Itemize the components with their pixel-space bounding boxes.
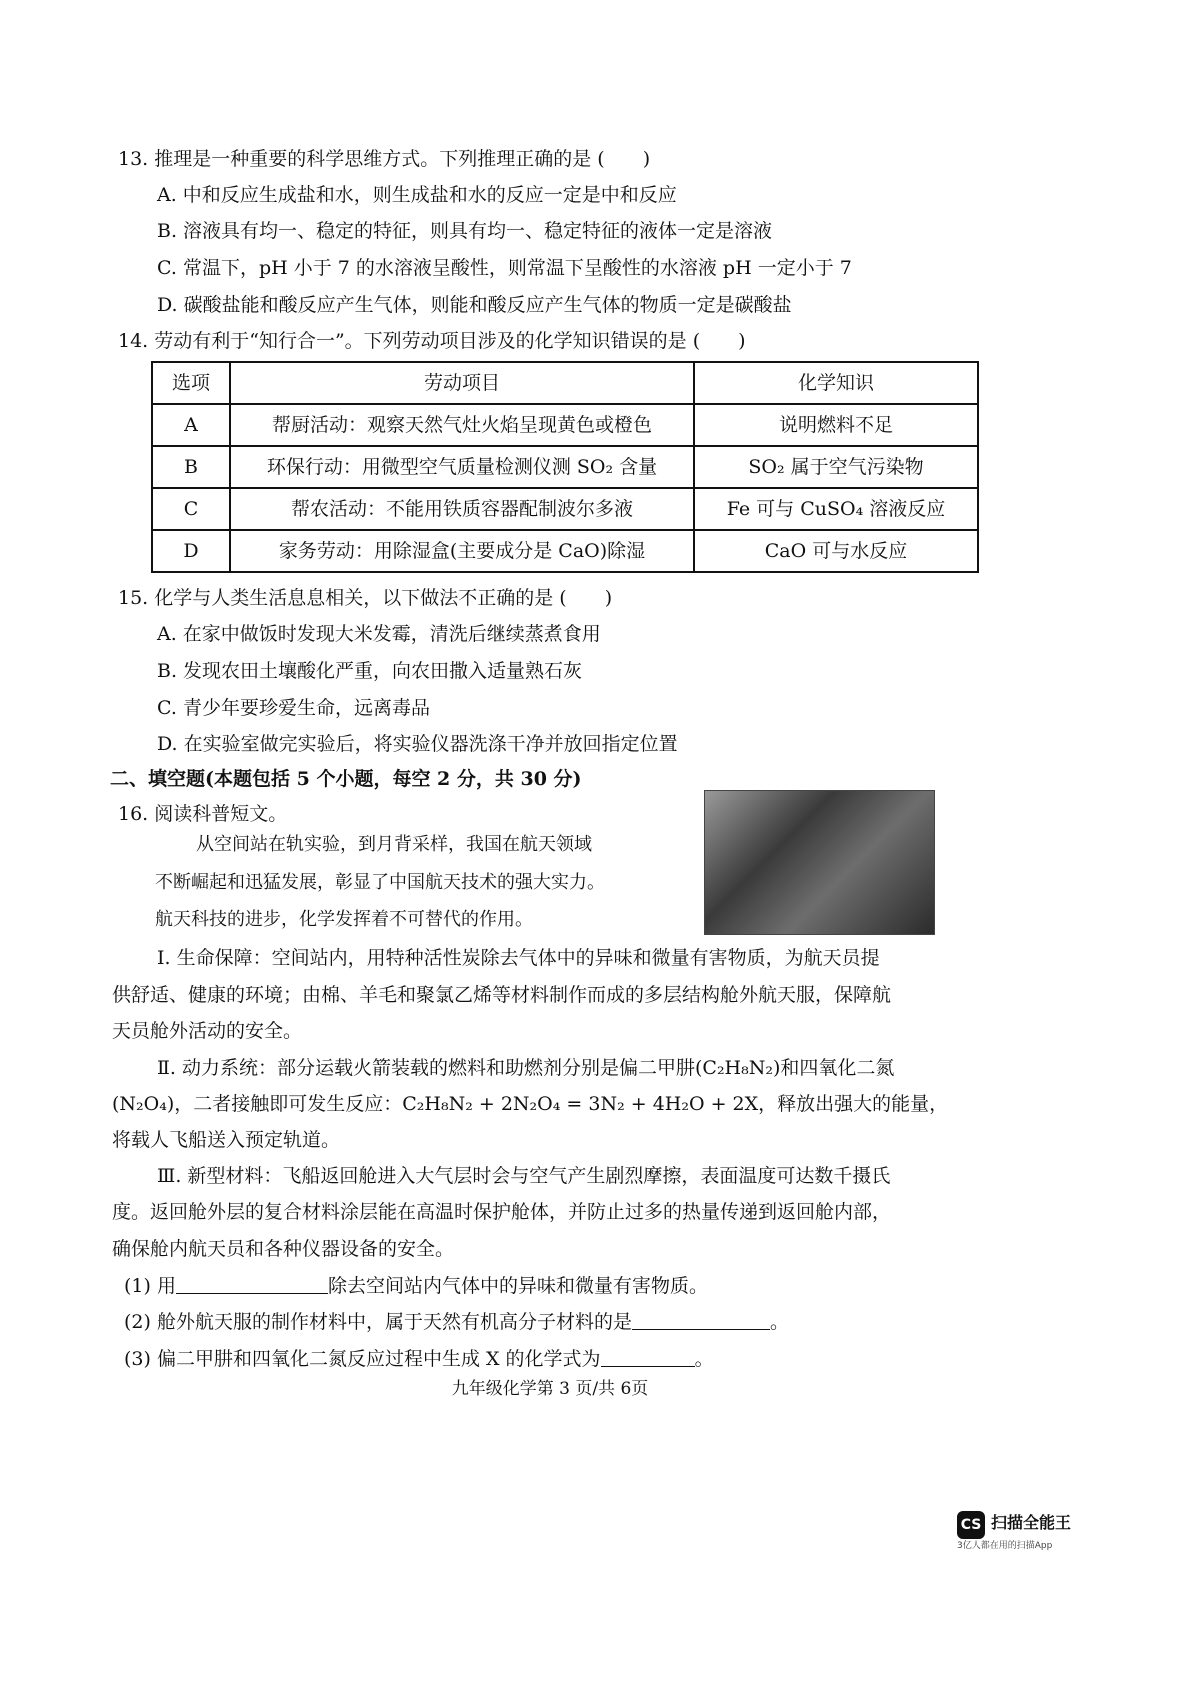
- table-row: [152, 446, 978, 488]
- cell-knowledge: Fe 可与 CuSO₄ 溶液反应: [694, 488, 978, 530]
- q13-option-d: D. 碳酸盐能和酸反应产生气体，则能和酸反应产生气体的物质一定是碳酸盐: [157, 294, 792, 316]
- q16-p1-line: Ⅰ. 生命保障：空间站内，用特种活性炭除去气体中的异味和微量有害物质，为航天员提: [157, 947, 880, 969]
- table-row: [152, 530, 978, 572]
- q16-intro-line: 航天科技的进步，化学发挥着不可替代的作用。: [155, 909, 533, 930]
- q14-stem: 14. 劳动有利于“知行合一”。下列劳动项目涉及的化学知识错误的是 ( ): [118, 330, 746, 352]
- q16-p1-line: 天员舱外活动的安全。: [112, 1020, 303, 1042]
- cell-labor: 环保行动：用微型空气质量检测仪测 SO₂ 含量: [230, 446, 694, 488]
- q16-sub1: [124, 1274, 708, 1299]
- cell-option: B: [152, 446, 230, 488]
- cell-option: A: [152, 404, 230, 446]
- scanner-tagline: 3亿人都在用的扫描App: [957, 1541, 1053, 1551]
- q15-option-c: C. 青少年要珍爱生命，远离毒品: [157, 697, 430, 719]
- q14-table: [151, 361, 979, 573]
- q13-option-a: A. 中和反应生成盐和水，则生成盐和水的反应一定是中和反应: [157, 184, 677, 206]
- cell-knowledge: CaO 可与水反应: [694, 530, 978, 572]
- q16-p1-line: 供舒适、健康的环境；由棉、羊毛和聚氯乙烯等材料制作而成的多层结构舱外航天服，保障航: [112, 984, 892, 1006]
- section-title: 二、填空题(本题包括 5 个小题，每空 2 分，共 30 分): [110, 768, 582, 790]
- answer-blank-1[interactable]: [176, 1275, 328, 1294]
- cell-labor: 帮厨活动：观察天然气灶火焰呈现黄色或橙色: [230, 404, 694, 446]
- cell-knowledge: 说明燃料不足: [694, 404, 978, 446]
- q15-option-d: D. 在实验室做完实验后，将实验仪器洗涤干净并放回指定位置: [157, 733, 678, 755]
- col-header-option: 选项: [152, 362, 230, 404]
- scanner-watermark: [957, 1511, 1089, 1551]
- sub1-prefix: (1) 用: [124, 1275, 176, 1297]
- q16-p3-line: 度。返回舱外层的复合材料涂层能在高温时保护舱体，并防止过多的热量传递到返回舱内部，: [112, 1201, 892, 1223]
- q16-p2-line: Ⅱ. 动力系统：部分运载火箭装载的燃料和助燃剂分别是偏二甲肼(C₂H₈N₂)和四氧化二氮: [157, 1057, 895, 1079]
- q16-p3-line: 确保舱内航天员和各种仪器设备的安全。: [112, 1238, 455, 1260]
- sub2-suffix: 。: [769, 1311, 789, 1333]
- scanner-logo-icon: CS: [957, 1511, 985, 1539]
- sub2-prefix: (2) 舱外航天服的制作材料中，属于天然有机高分子材料的是: [124, 1311, 632, 1333]
- col-header-labor: 劳动项目: [230, 362, 694, 404]
- q16-intro-line: 从空间站在轨实验，到月背采样，我国在航天领域: [196, 834, 592, 855]
- cell-option: D: [152, 530, 230, 572]
- sub3-suffix: 。: [694, 1348, 714, 1370]
- cell-labor: 帮农活动：不能用铁质容器配制波尔多液: [230, 488, 694, 530]
- q16-p2-line: 将载人飞船送入预定轨道。: [112, 1129, 341, 1151]
- q16-sub3: [124, 1347, 714, 1372]
- q16-p3-line: Ⅲ. 新型材料：飞船返回舱进入大气层时会与空气产生剧烈摩擦，表面温度可达数千摄氏: [157, 1165, 891, 1187]
- q13-option-c: C. 常温下，pH 小于 7 的水溶液呈酸性，则常温下呈酸性的水溶液 pH 一定小于 7: [157, 257, 852, 279]
- cell-knowledge: SO₂ 属于空气污染物: [694, 446, 978, 488]
- q16-stem: 16. 阅读科普短文。: [118, 803, 288, 825]
- table-header-row: [152, 362, 978, 404]
- col-header-knowledge: 化学知识: [694, 362, 978, 404]
- table-row: [152, 404, 978, 446]
- sub1-suffix: 除去空间站内气体中的异味和微量有害物质。: [327, 1275, 708, 1297]
- cell-labor: 家务劳动：用除湿盒(主要成分是 CaO)除湿: [230, 530, 694, 572]
- scanner-app-name: 扫描全能王: [991, 1513, 1072, 1532]
- q15-option-a: A. 在家中做饭时发现大米发霉，清洗后继续蒸煮食用: [157, 623, 601, 645]
- sub3-prefix: (3) 偏二甲肼和四氧化二氮反应过程中生成 X 的化学式为: [124, 1348, 601, 1370]
- q15-option-b: B. 发现农田土壤酸化严重，向农田撒入适量熟石灰: [157, 660, 583, 682]
- page-footer: 九年级化学第 3 页/共 6页: [451, 1379, 649, 1399]
- answer-blank-2[interactable]: [632, 1311, 770, 1330]
- q13-option-b: B. 溶液具有均一、稳定的特征，则具有均一、稳定特征的液体一定是溶液: [157, 220, 773, 242]
- space-station-photo: [704, 790, 935, 935]
- answer-blank-3[interactable]: [601, 1348, 695, 1367]
- cell-option: C: [152, 488, 230, 530]
- q16-p2-line: (N₂O₄)，二者接触即可发生反应：C₂H₈N₂ + 2N₂O₄ = 3N₂ + 4H₂O + 2X，释放出强大的能量，: [112, 1093, 949, 1115]
- q16-sub2: [124, 1310, 789, 1335]
- q15-stem: 15. 化学与人类生活息息相关，以下做法不正确的是 ( ): [118, 587, 613, 609]
- q13-stem: 13. 推理是一种重要的科学思维方式。下列推理正确的是 ( ): [118, 148, 651, 170]
- q16-intro-line: 不断崛起和迅猛发展，彰显了中国航天技术的强大实力。: [155, 872, 605, 893]
- table-row: [152, 488, 978, 530]
